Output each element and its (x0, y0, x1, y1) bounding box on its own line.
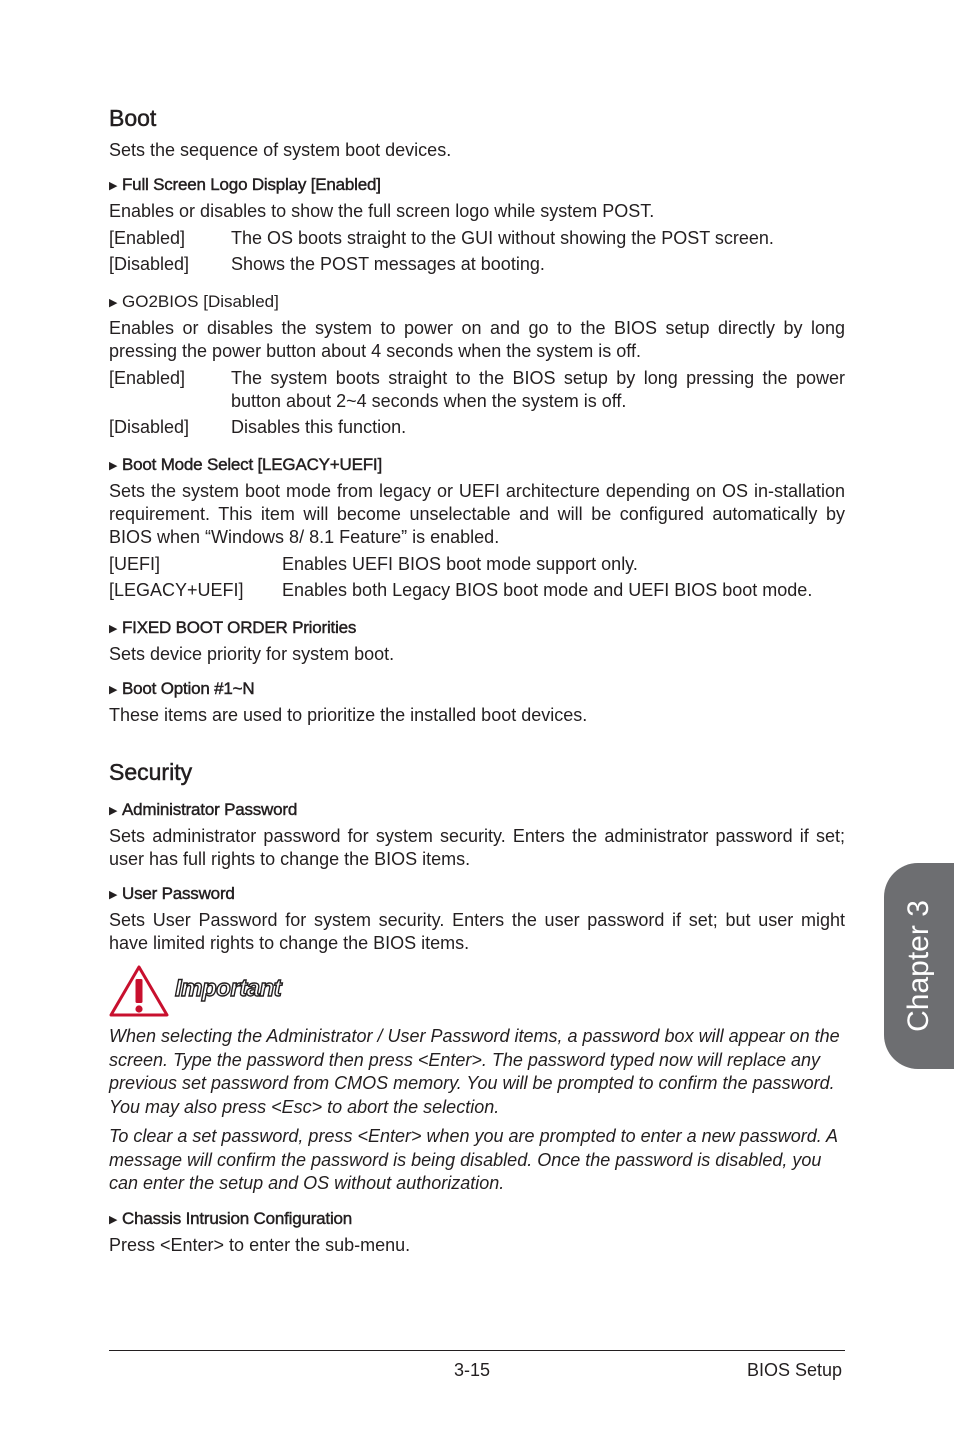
item-desc: Press <Enter> to enter the sub-menu. (109, 1234, 411, 1255)
option-row: [Enabled] The OS boots straight to the GUI without showing the POST screen. (109, 228, 774, 248)
item-go2bios: ▶ GO2BIOS [Disabled] (109, 291, 845, 314)
option-row: [LEGACY+UEFI] Enables both Legacy BIOS boot mode and UEFI BIOS boot mode. (109, 580, 813, 600)
item-desc: Sets device priority for system boot. (109, 644, 395, 664)
warning-triangle-icon (109, 965, 169, 1017)
section-title-boot: Boot (109, 105, 157, 131)
item-fixed-boot-order: ▶ FIXED BOOT ORDER Priorities (109, 617, 845, 640)
option-row: [Disabled] Shows the POST messages at booting. (109, 254, 545, 274)
page-number: 3-15 (454, 1360, 491, 1380)
chapter-tab (884, 863, 954, 1069)
option-list (109, 367, 845, 442)
item-chassis-intrusion: ▶ Chassis Intrusion Configuration (109, 1208, 845, 1231)
triangle-bullet-icon: ▶ (109, 684, 118, 696)
item-desc: Sets User Password for system security. Enters the user password if set; but user might have limited rights to change the BIOS items. (109, 910, 845, 953)
section-title-security: Security (109, 759, 193, 785)
item-desc: These items are used to prioritize the installed boot devices. (109, 705, 588, 725)
item-desc: Enables or disables to show the full screen logo while system POST. (109, 201, 655, 221)
item-desc: Sets administrator password for system security. Enters the administrator password if set; user has full rights to change the BIOS items. (109, 826, 845, 869)
important-notice (109, 963, 845, 1025)
item-desc: Sets the system boot mode from legacy or UEFI architecture depending on OS in-stallation requirement. This item will become unselectable and will be configured automatically by BIOS when “Windows 8/ 8.1 Feature” is enabled. (109, 481, 845, 547)
item-administrator-password: ▶ Administrator Password (109, 799, 845, 822)
triangle-bullet-icon: ▶ (109, 889, 118, 901)
item-boot-mode-select: ▶ Boot Mode Select [LEGACY+UEFI] (109, 454, 845, 477)
option-list (109, 553, 845, 605)
footer-section-title: BIOS Setup (746, 1360, 842, 1380)
option-row: [Enabled] The system boots straight to the BIOS setup by long pressing the power button about 2~4 seconds when the system is off. (109, 368, 845, 411)
important-note: When selecting the Administrator / User Password items, a password box will appear on the screen. Type the password then press <Enter>. The password typed now will replace any previous set password from CMOS memory. You will be prompted to confirm the password. You may also press <Esc> to abort the selection. (109, 1026, 840, 1117)
item-full-screen-logo: ▶ Full Screen Logo Display [Enabled] (109, 174, 845, 197)
triangle-bullet-icon: ▶ (109, 180, 118, 192)
boot-intro: Sets the sequence of system boot devices. (109, 140, 452, 160)
triangle-bullet-icon: ▶ (109, 1213, 118, 1226)
chapter-label: Chapter 3 (902, 900, 935, 1032)
option-list (109, 227, 845, 279)
triangle-bullet-icon: ▶ (109, 805, 118, 817)
item-user-password: ▶ User Password (109, 883, 845, 906)
footer-divider (109, 1350, 845, 1351)
triangle-bullet-icon: ▶ (109, 297, 118, 309)
triangle-bullet-icon: ▶ (109, 623, 118, 635)
option-row: [UEFI] Enables UEFI BIOS boot mode support only. (109, 554, 638, 574)
item-boot-option: ▶ Boot Option #1~N (109, 678, 845, 701)
triangle-bullet-icon: ▶ (109, 460, 118, 472)
page-content (109, 103, 845, 1257)
option-row: [Disabled] Disables this function. (109, 417, 407, 437)
important-label: Important (175, 975, 282, 1002)
item-desc: Enables or disables the system to power on and go to the BIOS setup directly by long pressing the power button about 4 seconds when the system is off. (109, 318, 845, 361)
important-note: To clear a set password, press <Enter> when you are prompted to enter a new password. A message will confirm the password is being disabled. Once the password is disabled, you can enter the setup and OS without authorization. (109, 1126, 838, 1193)
